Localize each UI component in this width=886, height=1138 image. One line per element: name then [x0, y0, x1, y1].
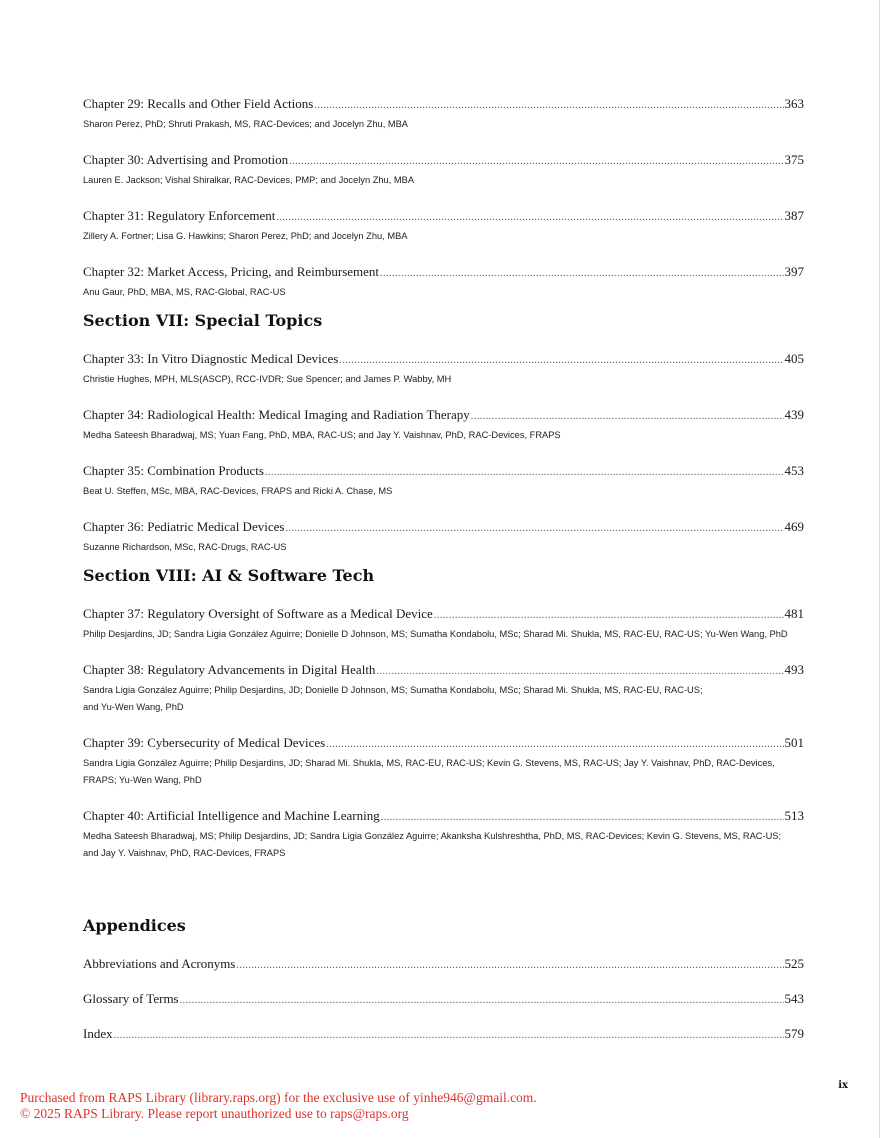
page-number-label: ix	[838, 1080, 848, 1091]
toc-entry[interactable]	[83, 662, 804, 716]
toc-entry[interactable]	[83, 519, 804, 556]
chapter-authors	[83, 755, 804, 789]
page-number: 397	[784, 264, 804, 279]
dot-leader	[381, 810, 784, 826]
dot-leader	[326, 737, 783, 753]
dot-leader	[471, 409, 784, 425]
chapter-authors	[83, 284, 804, 301]
author-line: Anu Gaur, PhD, MBA, MS, RAC-Global, RAC-US	[83, 287, 286, 297]
page-number: 439	[784, 407, 804, 422]
toc-entry[interactable]	[83, 407, 804, 444]
toc-entry-line[interactable]	[83, 519, 804, 537]
toc-entry-line[interactable]	[83, 96, 804, 114]
section-heading-appendices: Appendices	[83, 916, 186, 935]
chapter-authors	[83, 228, 804, 245]
page-number: 375	[784, 152, 804, 167]
toc-entry[interactable]	[83, 1026, 804, 1044]
page-number: 387	[784, 208, 804, 223]
chapter-authors	[83, 539, 804, 556]
author-line: and Jay Y. Vaishnav, PhD, RAC-Devices, FRAPS	[83, 848, 286, 858]
watermark-line: Purchased from RAPS Library (library.raps.org) for the exclusive use of yinhe946@gmail.com.	[20, 1090, 537, 1105]
page-number: 579	[784, 1026, 804, 1041]
author-line: Zillery A. Fortner; Lisa G. Hawkins; Sharon Perez, PhD; and Jocelyn Zhu, MBA	[83, 231, 408, 241]
dot-leader	[114, 1028, 784, 1044]
chapter-title: Chapter 34: Radiological Health: Medical Imaging and Radiation Therapy	[83, 407, 470, 422]
page-number: 501	[784, 735, 804, 750]
toc-entry[interactable]	[83, 735, 804, 789]
chapter-title: Chapter 32: Market Access, Pricing, and Reimbursement	[83, 264, 380, 279]
toc-entry-line[interactable]	[83, 808, 804, 826]
dot-leader	[380, 266, 783, 282]
dot-leader	[180, 993, 784, 1009]
toc-entry[interactable]	[83, 606, 804, 643]
purchase-watermark	[20, 1090, 537, 1122]
page-number: 543	[784, 991, 804, 1006]
author-line: Sandra Ligia González Aguirre; Philip Desjardins, JD; Donielle D Johnson, MS; Sumatha Kondabolu, MSc; Sharad Mi. Shukla, MS, RAC-EU, RAC-US;	[83, 685, 703, 695]
page-number: 493	[784, 662, 804, 677]
page-number: 481	[784, 606, 804, 621]
author-line: Lauren E. Jackson; Vishal Shiralkar, RAC-Devices, PMP; and Jocelyn Zhu, MBA	[83, 175, 415, 185]
toc-entry[interactable]	[83, 991, 804, 1009]
page-number: 525	[784, 956, 804, 971]
chapter-title: Chapter 35: Combination Products	[83, 463, 264, 478]
toc-entry[interactable]	[83, 956, 804, 974]
chapter-title: Chapter 29: Recalls and Other Field Actions	[83, 96, 314, 111]
dot-leader	[265, 465, 784, 481]
toc-entry-line[interactable]	[83, 463, 804, 481]
toc-entry[interactable]	[83, 152, 804, 189]
author-line: Philip Desjardins, JD; Sandra Ligia González Aguirre; Donielle D Johnson, MS; Sumatha Kondabolu, MSc; Sharad Mi. Shukla, MS, RAC-EU, RAC-US; Yu-Wen Wang, PhD	[83, 629, 788, 639]
toc-entry-line[interactable]	[83, 1026, 804, 1044]
page-number: 513	[784, 808, 804, 823]
toc-entry-line[interactable]	[83, 264, 804, 282]
chapter-authors	[83, 116, 804, 133]
author-line: Suzanne Richardson, MSc, RAC-Drugs, RAC-US	[83, 542, 287, 552]
author-line: Sandra Ligia González Aguirre; Philip Desjardins, JD; Sharad Mi. Shukla, MS, RAC-EU, RAC-US; Kevin G. Stevens, MS, RAC-US; Jay Y. Vaishnav, PhD, RAC-Devices,	[83, 758, 775, 768]
page-number: 405	[784, 351, 804, 366]
section-heading-special-topics: Section VII: Special Topics	[83, 311, 323, 330]
dot-leader	[236, 958, 783, 974]
dot-leader	[339, 353, 783, 369]
page-number: 469	[784, 519, 804, 534]
toc-entry-line[interactable]	[83, 208, 804, 226]
appendix-title: Glossary of Terms	[83, 991, 179, 1006]
dot-leader	[376, 664, 783, 680]
chapter-title: Chapter 37: Regulatory Oversight of Software as a Medical Device	[83, 606, 433, 621]
dot-leader	[285, 521, 783, 537]
author-line: Sharon Perez, PhD; Shruti Prakash, MS, RAC-Devices; and Jocelyn Zhu, MBA	[83, 119, 409, 129]
author-line: and Yu-Wen Wang, PhD	[83, 702, 184, 712]
toc-entry[interactable]	[83, 96, 804, 133]
chapter-title: Chapter 33: In Vitro Diagnostic Medical Devices	[83, 351, 339, 366]
toc-entry[interactable]	[83, 208, 804, 245]
watermark-line: © 2025 RAPS Library. Please report unauthorized use to raps@raps.org	[20, 1106, 409, 1121]
page-number: 363	[784, 96, 804, 111]
chapter-title: Chapter 31: Regulatory Enforcement	[83, 208, 276, 223]
author-line: Beat U. Steffen, MSc, MBA, RAC-Devices, FRAPS and Ricki A. Chase, MS	[83, 486, 393, 496]
chapter-authors	[83, 626, 804, 643]
chapter-title: Chapter 38: Regulatory Advancements in Digital Health	[83, 662, 376, 677]
toc-entry[interactable]	[83, 808, 804, 862]
toc-entry[interactable]	[83, 463, 804, 500]
dot-leader	[314, 98, 783, 114]
toc-entry-line[interactable]	[83, 152, 804, 170]
dot-leader	[276, 210, 783, 226]
chapter-title: Chapter 39: Cybersecurity of Medical Devices	[83, 735, 326, 750]
page-number: 453	[784, 463, 804, 478]
toc-entry-line[interactable]	[83, 956, 804, 974]
appendix-title: Abbreviations and Acronyms	[83, 956, 236, 971]
toc-entry[interactable]	[83, 264, 804, 301]
page-edge	[879, 0, 880, 1138]
toc-entry-line[interactable]	[83, 735, 804, 753]
author-line: Christie Hughes, MPH, MLS(ASCP), RCC-IVDR; Sue Spencer; and James P. Wabby, MH	[83, 374, 452, 384]
appendix-title: Index	[83, 1026, 113, 1041]
author-line: FRAPS; Yu-Wen Wang, PhD	[83, 775, 202, 785]
author-line: Medha Sateesh Bharadwaj, MS; Yuan Fang, PhD, MBA, RAC-US; and Jay Y. Vaishnav, PhD, RAC-Devices, FRAPS	[83, 430, 561, 440]
toc-entry-line[interactable]	[83, 407, 804, 425]
toc-entry-line[interactable]	[83, 991, 804, 1009]
chapter-title: Chapter 40: Artificial Intelligence and Machine Learning	[83, 808, 380, 823]
toc-entry-line[interactable]	[83, 662, 804, 680]
chapter-title: Chapter 30: Advertising and Promotion	[83, 152, 289, 167]
chapter-authors	[83, 682, 804, 716]
chapter-authors	[83, 371, 804, 388]
chapter-authors	[83, 483, 804, 500]
table-of-contents	[83, 96, 804, 1061]
chapter-authors	[83, 172, 804, 189]
chapter-title: Chapter 36: Pediatric Medical Devices	[83, 519, 285, 534]
section-heading-ai-software: Section VIII: AI & Software Tech	[83, 566, 375, 585]
chapter-authors	[83, 427, 804, 444]
toc-entry-line[interactable]	[83, 606, 804, 624]
dot-leader	[434, 608, 784, 624]
chapter-authors	[83, 828, 804, 862]
toc-entry-line[interactable]	[83, 351, 804, 369]
toc-entry[interactable]	[83, 351, 804, 388]
dot-leader	[289, 154, 783, 170]
author-line: Medha Sateesh Bharadwaj, MS; Philip Desjardins, JD; Sandra Ligia González Aguirre; Akanksha Kulshreshtha, PhD, MS, RAC-Devices; Kevin G. Stevens, MS, RAC-US;	[83, 831, 782, 841]
